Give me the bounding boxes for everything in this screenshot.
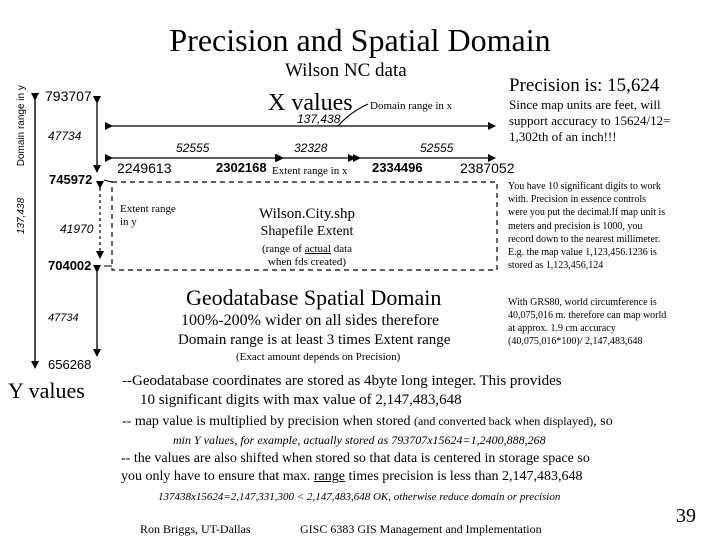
domain-x-label: Domain range in x (370, 100, 453, 112)
x-left-value: 2249613 (117, 160, 172, 176)
slide-subtitle: Wilson NC data (285, 60, 407, 81)
y-top-value: 793707 (45, 88, 92, 104)
precision-heading: Precision is: 15,624 (509, 75, 660, 96)
y-extent-min: 704002 (48, 258, 92, 273)
slide-title: Precision and Spatial Domain (169, 22, 551, 58)
extent-y-label (120, 203, 176, 229)
extent-y-label-1: Extent range (120, 203, 176, 215)
y-lower-pad-value: 47734 (48, 312, 79, 324)
extent-x-label: Extent range in x (272, 165, 348, 177)
domain-x-value: 137,438 (297, 112, 341, 126)
gdb-line2: Domain range is at least 3 times Extent range (178, 332, 451, 348)
x-values-label: X values (268, 90, 353, 116)
note-4: 137438x15624=2,147,331,300 < 2,147,483,648 OK, otherwise reduce domain or precision (158, 491, 561, 503)
note-2a: -- map value is multiplied by precision when stored (and converted back when displayed), so (122, 414, 613, 429)
x-right-pad-value: 52555 (420, 141, 454, 155)
note-1a: --Geodatabase coordinates are stored as 4byte long integer. This provides (122, 373, 562, 389)
domain-y-label: Domain range in y (16, 85, 27, 167)
gdb-title: Geodatabase Spatial Domain (186, 285, 442, 310)
precision-para2: You have 10 significant digits to work with. Precision in essence controls were you put the decimal.If map unit is meters and precision is 1000, you record down to the nearest millimeter. E.g. the map value 1,123,456.1236 is stored as 1,123,456,124 (508, 181, 666, 272)
y-extent-max: 745972 (49, 172, 93, 187)
footer-author: Ron Briggs, UT-Dallas (140, 522, 251, 536)
y-bottom-value: 656268 (48, 357, 92, 372)
x-right-value: 2387052 (460, 160, 515, 176)
footer-course: GISC 6383 GIS Management and Implementation (300, 522, 542, 536)
shp-note-2: when fds created) (267, 256, 347, 268)
precision-para1: Since map units are feet, will support accuracy to 15624/12= 1,302th of an inch!!! (509, 97, 671, 144)
extent-y-label-2: in y (120, 216, 137, 228)
x-left-pad-value: 52555 (176, 141, 210, 155)
gdb-line3: (Exact amount depends on Precision) (236, 351, 401, 363)
shp-title: Wilson.City.shp (259, 206, 355, 222)
y-upper-pad-value: 47734 (48, 129, 82, 143)
precision-para3: With GRS80, world circumference is 40,075,016 m. therefore can map world at approx. 1.9 cm accuracy (40,075,016*100)/ 2,147,483,648 (508, 297, 667, 347)
shp-subtitle: Shapefile Extent (260, 224, 354, 239)
note-2b: min Y values, for example, actually stored as 793707x15624=1,2400,888,268 (173, 433, 546, 447)
x-extent-min: 2302168 (216, 160, 267, 175)
x-extent-range-value: 32328 (294, 141, 328, 155)
note-1b: 10 significant digits with max value of 2,147,483,648 (140, 392, 462, 408)
y-values-label: Y values (8, 378, 85, 403)
shp-note-1: (range of actual data (261, 243, 353, 255)
page-number: 39 (676, 505, 696, 527)
domain-y-value: 137,438 (16, 197, 27, 234)
domain-y-rotated (16, 84, 27, 234)
x-extent-max: 2334496 (372, 160, 423, 175)
note-3a: -- the values are also shifted when stored so that data is centered in storage space so (121, 451, 590, 466)
gdb-line1: 100%-200% wider on all sides therefore (181, 312, 440, 329)
y-extent-range-value: 41970 (60, 222, 94, 236)
note-3b: you only have to ensure that max. range times precision is less than 2,147,483,648 (121, 469, 583, 484)
